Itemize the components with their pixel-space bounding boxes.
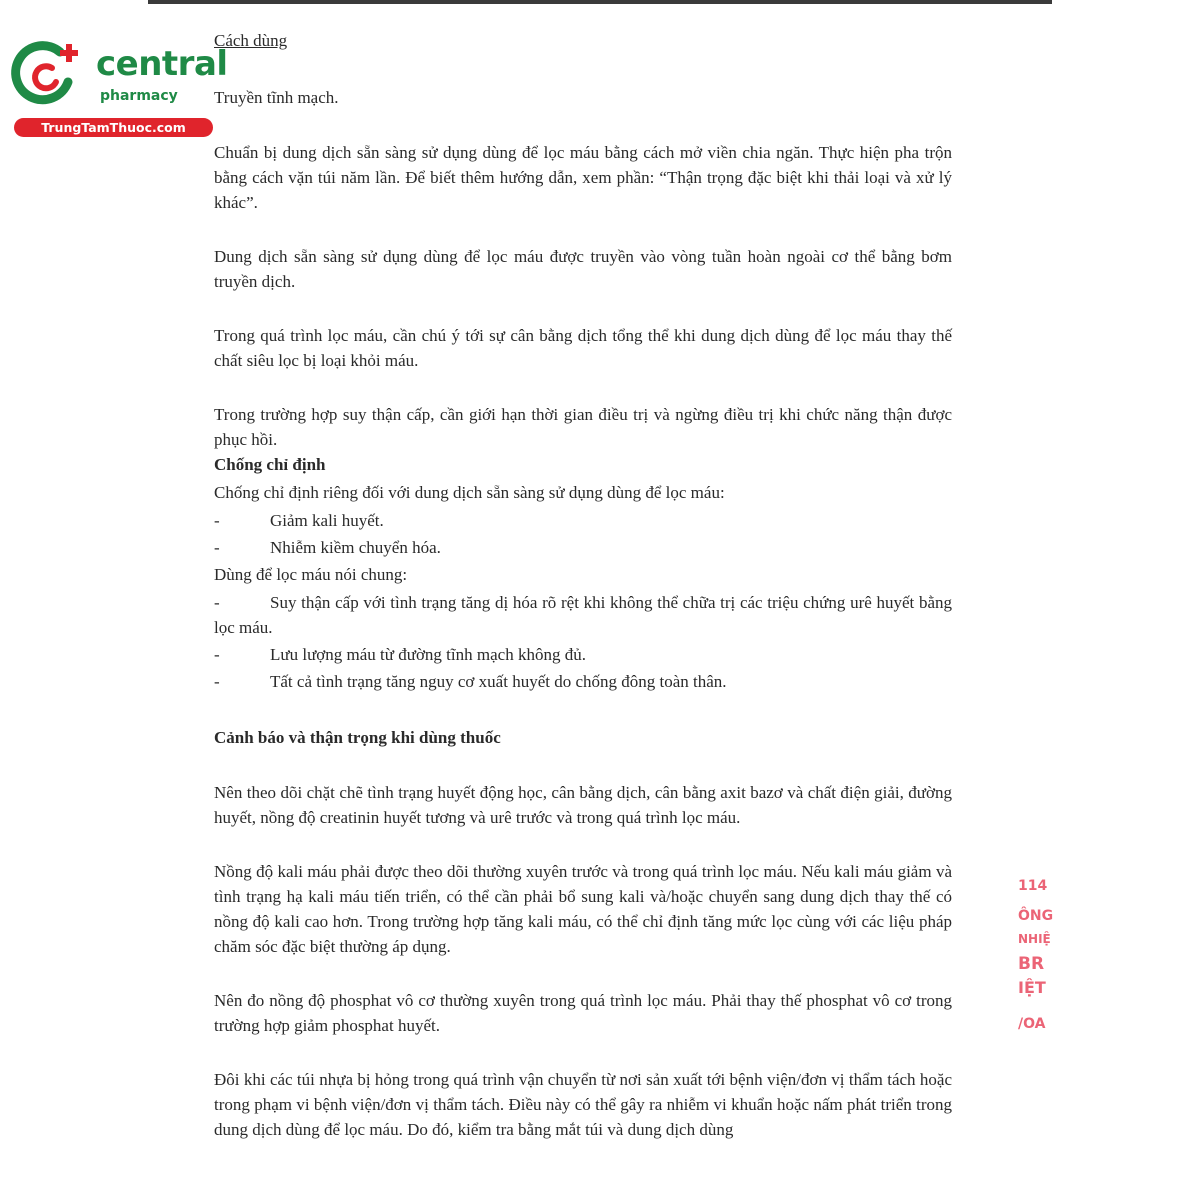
list-item	[214, 508, 952, 533]
list-dash: -	[214, 645, 220, 664]
contraindications-intro: Chống chỉ định riêng đối với dung dịch sẵn sàng sử dụng dùng để lọc máu:	[214, 483, 725, 502]
pharmacy-cross-logo-icon	[10, 38, 90, 108]
list-dash: -	[214, 511, 220, 530]
document-body	[214, 28, 952, 1142]
logo-sub-text: pharmacy	[100, 88, 178, 104]
contraindications-heading: Chống chỉ định	[214, 455, 326, 474]
stamp-line: ÔNG	[1018, 908, 1054, 924]
list-item-text: Giảm kali huyết.	[270, 511, 384, 530]
list-item	[214, 642, 952, 667]
stamp-line: 114	[1018, 878, 1048, 894]
paragraph-infusion: Dung dịch sẵn sàng sử dụng dùng để lọc máu được truyền vào vòng tuần hoàn ngoài cơ thể bằng bơm truyền dịch.	[214, 247, 952, 291]
page-top-border	[148, 0, 1052, 4]
logo-website-banner: TrungTamThuoc.com	[14, 118, 213, 137]
stamp-line: BR	[1018, 954, 1045, 974]
usage-heading: Cách dùng	[214, 31, 288, 50]
paragraph-phosphate: Nên đo nồng độ phosphat vô cơ thường xuyên trong quá trình lọc máu. Phải thay thế phosphat vô cơ trong trường hợp giảm phosphat huyết.	[214, 991, 952, 1035]
stamp-line: NHIỆ	[1018, 932, 1051, 946]
paragraph-potassium: Nồng độ kali máu phải được theo dõi thường xuyên trước và trong quá trình lọc máu. Nếu kali máu giảm và tình trạng hạ kali máu tiến triển, có thể cần phải bổ sung kali và/hoặc chuyển sang dung dịch thay thế có nồng độ kali cao hơn. Trong trường hợp tăng kali máu, có thể chỉ định tăng mức lọc cùng với các liệu pháp chăm sóc đặc biệt thường áp dụng.	[214, 862, 952, 956]
paragraph-acute-renal-failure: Trong trường hợp suy thận cấp, cần giới hạn thời gian điều trị và ngừng điều trị khi chức năng thận được phục hồi.	[214, 405, 952, 449]
paragraph-preparation: Chuẩn bị dung dịch sẵn sàng sử dụng dùng để lọc máu bằng cách mở viền chia ngăn. Thực hiện pha trộn bằng cách vặn túi năm lần. Để biết thêm hướng dẫn, xem phần: “Thận trọng đặc biệt khi thải loại và xử lý khác”.	[214, 143, 952, 212]
paragraph-fluid-balance: Trong quá trình lọc máu, cần chú ý tới sự cân bằng dịch tổng thể khi dung dịch dùng để lọc máu thay thế chất siêu lọc bị loại khỏi máu.	[214, 326, 952, 370]
list-item-text: Tất cả tình trạng tăng nguy cơ xuất huyết do chống đông toàn thân.	[270, 672, 727, 691]
list-item-text: Suy thận cấp với tình trạng tăng dị hóa rõ rệt khi không thể chữa trị các triệu chứng urê huyết bằng lọc máu.	[214, 593, 952, 637]
central-pharmacy-logo[interactable]	[10, 38, 228, 138]
route-text: Truyền tĩnh mạch.	[214, 88, 339, 107]
list-item	[214, 535, 952, 560]
paragraph-bag-damage: Đôi khi các túi nhựa bị hỏng trong quá trình vận chuyển từ nơi sản xuất tới bệnh viện/đơn vị thẩm tách hoặc trong phạm vi bệnh viện/đơn vị thẩm tách. Điều này có thể gây ra nhiễm vi khuẩn hoặc nấm phát triển trong dung dịch dùng để lọc máu. Do đó, kiểm tra bằng mắt túi và dung dịch dùng	[214, 1070, 952, 1139]
list-dash: -	[214, 538, 220, 557]
stamp-line: /OA	[1018, 1016, 1046, 1032]
warnings-heading: Cảnh báo và thận trọng khi dùng thuốc	[214, 728, 501, 747]
stamp-line: IỆT	[1018, 978, 1046, 997]
list-dash: -	[214, 672, 220, 691]
list-dash: -	[214, 593, 220, 612]
list-item	[214, 590, 952, 640]
paragraph-monitoring: Nên theo dõi chặt chẽ tình trạng huyết động học, cân bằng dịch, cân bằng axit bazơ và chất điện giải, đường huyết, nồng độ creatinin huyết tương và urê trước và trong quá trình lọc máu.	[214, 783, 952, 827]
list-item	[214, 669, 952, 694]
general-contraindications-intro: Dùng để lọc máu nói chung:	[214, 565, 408, 584]
logo-brand-text: central	[96, 44, 228, 84]
red-stamp-fragment	[1010, 866, 1054, 1044]
list-item-text: Lưu lượng máu từ đường tĩnh mạch không đủ.	[270, 645, 586, 664]
list-item-text: Nhiễm kiềm chuyển hóa.	[270, 538, 441, 557]
